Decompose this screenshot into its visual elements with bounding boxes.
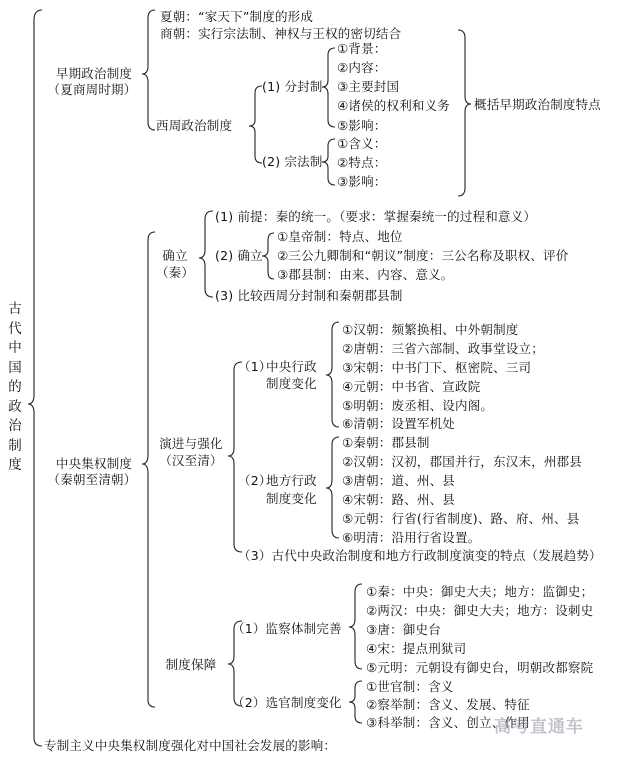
root-title-char: 制 bbox=[8, 437, 22, 454]
early-summary: 概括早期政治制度特点 bbox=[474, 97, 602, 112]
root-title-char: 的 bbox=[8, 379, 22, 395]
bracket-selection bbox=[349, 681, 362, 723]
fenfeng-item: ②内容： bbox=[337, 60, 387, 75]
bracket-supervision bbox=[349, 584, 362, 669]
bracket-zongfa bbox=[322, 139, 335, 185]
local-admin-item: ①秦朝：郡县制 bbox=[342, 435, 430, 450]
local-admin-line1: 地方行政 bbox=[266, 473, 317, 488]
fenfeng-item: ⑤影响： bbox=[337, 118, 387, 133]
central-admin-item: ①汉朝：频繁换相、中外朝制度 bbox=[342, 322, 519, 337]
root-title-char: 治 bbox=[8, 418, 22, 434]
supervision-item: ①秦：中央：御史大夫；地方：监御史； bbox=[366, 584, 594, 599]
selection-item: ①世官制：含义 bbox=[366, 679, 454, 694]
root-title bbox=[4, 300, 26, 476]
zongfa-item: ①含义： bbox=[337, 136, 387, 151]
supervision-item: ②两汉：中央：御史大夫；地方：设刺史 bbox=[366, 603, 594, 618]
early-title: 早期政治制度 bbox=[55, 66, 133, 81]
xia-dynasty: 夏朝：“家天下”制度的形成 bbox=[160, 9, 314, 24]
bracket-root bbox=[28, 10, 42, 746]
selection-label: （2）选官制度变化 bbox=[232, 695, 342, 710]
bracket-fenfeng bbox=[322, 48, 335, 127]
zongfa-item: ③影响： bbox=[337, 174, 387, 189]
central-admin-item: ③宋朝：中书门下、枢密院、三司 bbox=[342, 360, 532, 375]
bracket-queli bbox=[199, 211, 213, 297]
selection-item: ③科举制：含义、创立、作用 bbox=[366, 715, 530, 730]
queli-premise: (1) 前提：秦的统一。（要求：掌握秦统一的过程和意义） bbox=[215, 209, 537, 224]
queli-compare: (3) 比较西周分封制和秦朝郡县制 bbox=[215, 288, 403, 303]
guarantee-label: 制度保障 bbox=[165, 657, 217, 672]
supervision-label: （1）监察体制完善 bbox=[232, 621, 342, 636]
local-admin-item: ⑤元朝：行省(行省制度)、路、府、州、县 bbox=[342, 511, 580, 526]
central-title: 中央集权制度 bbox=[55, 456, 133, 471]
supervision-item: ④宋：提点刑狱司 bbox=[366, 641, 467, 656]
central-admin-item: ⑤明朝：废丞相、设内阁。 bbox=[342, 398, 494, 413]
root-title-char: 国 bbox=[8, 359, 22, 376]
local-admin-item: ②汉朝：汉初，郡国并行，东汉末，州郡县 bbox=[342, 454, 583, 469]
fenfeng-label: (1) 分封制 bbox=[262, 79, 323, 94]
central-admin-item: ②唐朝：三省六部制、政事堂设立； bbox=[342, 341, 544, 356]
establish-label: (2) 确立 bbox=[215, 248, 263, 263]
bracket-establish bbox=[262, 233, 274, 279]
central-admin-line2: 制度变化 bbox=[266, 376, 317, 391]
central-admin-item: ④元朝：中书省、宣政院 bbox=[342, 379, 481, 394]
local-admin-line2: 制度变化 bbox=[266, 491, 317, 506]
root-title-char: 度 bbox=[8, 457, 22, 473]
evolution-label: 演进与强化 bbox=[159, 436, 223, 451]
supervision-item: ⑤元明：元朝设有御史台，明朝改都察院 bbox=[366, 660, 594, 675]
fenfeng-item: ①背景： bbox=[337, 41, 387, 56]
central-admin-item: ⑥清朝：设置军机处 bbox=[342, 416, 456, 431]
evolution-subtitle: （汉至清） bbox=[159, 453, 223, 468]
shang-dynasty: 商朝：实行宗法制、神权与王权的密切结合 bbox=[160, 26, 402, 41]
zongfa-label: (2) 宗法制 bbox=[262, 154, 323, 169]
establish-item: ②三公九卿制和“朝议”制度：三公名称及职权、评价 bbox=[277, 248, 569, 263]
central-admin-number: （1） bbox=[238, 359, 272, 374]
root-title-char: 古 bbox=[8, 301, 22, 317]
zongfa-item: ②特点： bbox=[337, 155, 387, 170]
root-title-char: 中 bbox=[8, 340, 22, 356]
early-subtitle: （夏商周时期） bbox=[47, 82, 137, 97]
local-admin-number: （2） bbox=[238, 473, 272, 488]
xizhou-label: 西周政治制度 bbox=[156, 118, 233, 133]
evolution-trend: （3）古代中央政治制度和地方行政制度演变的特点（发展趋势） bbox=[238, 548, 602, 563]
bracket-local-admin bbox=[326, 437, 339, 538]
establish-item: ①皇帝制：特点、地位 bbox=[277, 229, 403, 244]
bracket-xizhou bbox=[249, 86, 262, 163]
selection-item: ②察举制：含义、发展、特征 bbox=[366, 697, 530, 712]
supervision-item: ③唐：御史台 bbox=[366, 622, 441, 637]
bracket-central-admin bbox=[326, 322, 339, 427]
central-admin-line1: 中央行政 bbox=[266, 359, 317, 374]
queli-label: 确立 bbox=[162, 248, 188, 263]
local-admin-item: ⑥明清：沿用行省设置。 bbox=[342, 530, 481, 545]
bracket-summary bbox=[458, 30, 471, 196]
fenfeng-item: ④诸侯的权利和义务 bbox=[337, 98, 451, 113]
root-title-char: 代 bbox=[8, 320, 22, 337]
impact-statement: 专制主义中央集权制度强化对中国社会发展的影响： bbox=[44, 738, 337, 753]
local-admin-item: ③唐朝：道、州、县 bbox=[342, 473, 456, 488]
central-subtitle: （秦朝至清朝） bbox=[47, 472, 137, 487]
fenfeng-item: ③主要封国 bbox=[337, 79, 400, 94]
root-title-char: 政 bbox=[8, 398, 22, 415]
establish-item: ③郡县制：由来、内容、意义。 bbox=[277, 267, 454, 282]
local-admin-item: ④宋朝：路、州、县 bbox=[342, 492, 456, 507]
watermark: 高考直通车 bbox=[494, 717, 584, 737]
queli-subtitle: （秦） bbox=[155, 265, 195, 280]
